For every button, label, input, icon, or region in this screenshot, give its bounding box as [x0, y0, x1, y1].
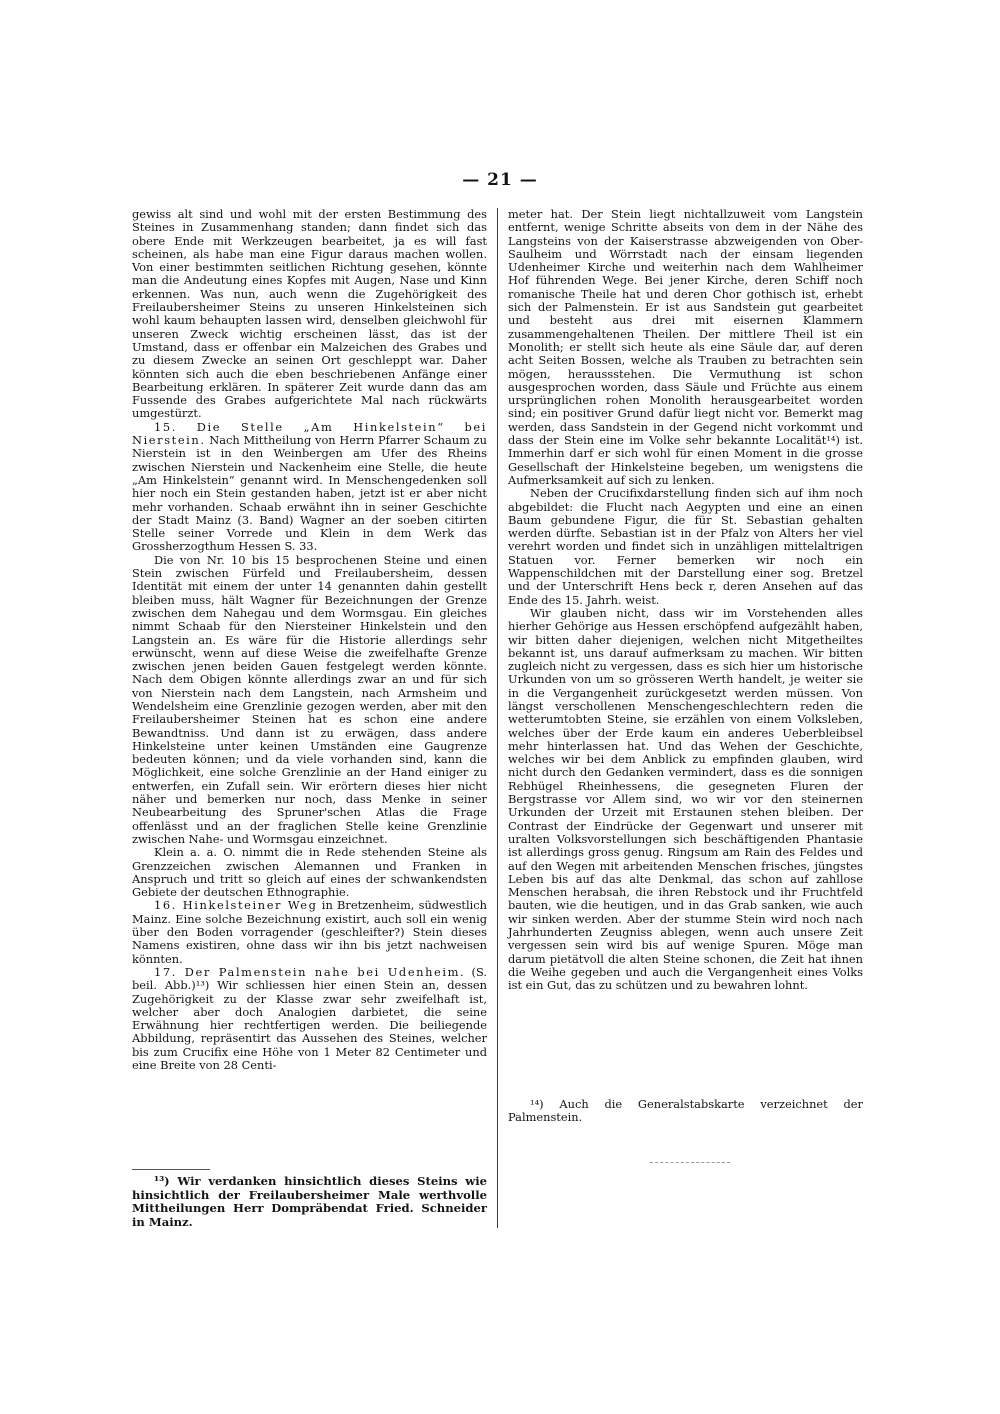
- section-heading: 16. Hinkelsteiner Weg: [154, 898, 318, 913]
- paragraph-text: in Bretzenheim, südwestlich Mainz. Eine solche Bezeichnung existirt, auch soll ein wenig über den Boden vorragender (geschleifter?) Stein dieses Namens existiren, ohne dass wir ihn bis jetzt nachweisen könnten.: [132, 898, 488, 966]
- footnote-text: ¹³) Wir verdanken hinsichtlich dieses Steins wie hinsichtlich der Freilaubersheimer Male werthvolle Mittheilungen Herr Dompräbendat Fried. Schneider in Mainz.: [132, 1174, 487, 1229]
- right-column: [508, 208, 863, 993]
- paragraph: [132, 421, 487, 554]
- paragraph-text: (S. beil. Abb.)¹³) Wir schliessen hier einen Stein an, dessen Zugehörigkeit zu der Klasse zwar sehr zweifelhaft ist, welcher aber doch Analogien darbietet, die seine Erwähnung hier rechtfertigen werden. Die beiliegende Abbildung, repräsentirt das Aussehen des Steines, welcher bis zum Crucifix eine Höhe von 1 Meter 82 Centimeter und eine Breite von 28 Centi-: [132, 964, 488, 1072]
- section-heading: 17. Der Palmenstein nahe bei Udenheim.: [154, 964, 466, 979]
- paragraph: meter hat. Der Stein liegt nichtallzuweit vom Langstein entfernt, wenige Schritte abseits von dem in der Nähe des Langsteins von der Kaiserstrasse abzweigenden von Ober-Saulheim und Wörrstadt nach der einsam liegenden Udenheimer Kirche und weiterhin nach dem Wahlheimer Hof führenden Wege. Bei jener Kirche, deren Schiff noch romanische Theile hat und deren Chor gothisch ist, erhebt sich der Palmenstein. Er ist aus Sandstein gut gearbeitet und besteht aus drei mit eisernen Klammern zusammengehaltenen Theilen. Der mittlere Theil ist ein Monolith; er stellt sich heute als eine Säule dar, auf deren acht Seiten Bossen, welche als Trauben zu betrachten sein mögen, heraussstehen. Die Vermuthung ist schon ausgesprochen worden, dass Säule und Früchte aus einem ursprünglichen rohen Monolith herausgearbeitet worden sind; ein positiver Grund dafür liegt nicht vor. Bemerkt mag werden, dass Sandstein in der Gegend nicht vorkommt und dass der Stein eine im Volke sehr bekannte Localität¹⁴) ist. Immerhin darf er sich wohl für einen Moment in die grosse Gesellschaft der Hinkelsteine begeben, um wenigstens die Aufmerksamkeit auf sich zu lenken.: [508, 207, 863, 487]
- footnote-13: [132, 1175, 487, 1229]
- paragraph-text: Nach Mittheilung von Herrn Pfarrer Schaum zu Nierstein ist in den Weinbergen am Ufer des Rheins zwischen Nierstein und Nackenheim eine Stelle, die heute „Am Hinkelstein“ genannt wird. In Menschengedenken soll hier noch ein Stein gestanden haben, jetzt ist er aber nicht mehr vorhanden. Schaab erwähnt ihn in seiner Geschichte der Stadt Mainz (3. Band) Wagner an der soeben citirten Stelle seiner Vorrede und Klein in dem Werk das Grossherzogthum Hessen S. 33.: [132, 433, 487, 554]
- page-number: — 21 —: [462, 170, 538, 190]
- paragraph: [132, 966, 487, 1072]
- paragraph: [132, 899, 487, 965]
- footnote-text: ¹⁴) Auch die Generalstabskarte verzeichnet der Palmenstein.: [508, 1097, 863, 1125]
- footnote-rule: [132, 1169, 210, 1170]
- paragraph: Neben der Crucifixdarstellung finden sich auf ihm noch abgebildet: die Flucht nach Aegypten und eine an einen Baum gebundene Figur, die für St. Sebastian gehalten werden dürfte. Sebastian ist in der Pfalz von Alters her viel verehrt worden und findet sich in unzähligen mittelaltrigen Statuen vor. Ferner bemerken wir noch ein Wappenschildchen mit der Darstellung einer sog. Bretzel und der Unterschrift Hens beck r, deren Ansehen auf das Ende des 15. Jahrh. weist.: [508, 486, 863, 607]
- left-column: [132, 208, 487, 1072]
- footnote-14: [508, 1098, 863, 1125]
- paragraph: Die von Nr. 10 bis 15 besprochenen Steine und einen Stein zwischen Fürfeld und Freilaubersheim, dessen Identität mit einem der unter 14 genannten dahin gestellt bleiben muss, hält Wagner für Bezeichnungen der Grenze zwischen dem Nahegau und dem Wormsgau. Ein gleiches nimmt Schaab für den Niersteiner Hinkelstein und den Langstein an. Es wäre für die Historie allerdings sehr erwünscht, wenn auf diese Weise die zweifelhafte Grenze zwischen jenen beiden Gauen festgelegt werden könnte. Nach dem Obigen könnte allerdings zwar an und für sich von Nierstein nach dem Langstein, nach Armsheim und Wendelsheim eine Grenzlinie gezogen werden, aber mit den Freilaubersheimer Steinen hat es schon eine andere Bewandtniss. Und dann ist zu erwägen, dass andere Hinkelsteine unter keinen Umständen eine Gaugrenze bedeuten können; und da viele vorhanden sind, kann die Möglichkeit, eine solche Grenzlinie an der Hand einiger zu entwerfen, ein Zufall sein. Wir erörtern dieses hier nicht näher und bemerken nur noch, dass Menke in seiner Neubearbeitung des Spruner'schen Atlas die Frage offenlässt und an der fraglichen Stelle keine Grenzlinie zwischen Nahe- und Wormsgau einzeichnet.: [132, 552, 487, 846]
- paragraph: Klein a. a. O. nimmt die in Rede stehenden Steine als Grenzzeichen zwischen Alemannen und Franken in Anspruch und tritt so gleich auf eines der schwankendsten Gebiete der deutschen Ethnographie.: [132, 845, 487, 900]
- paragraph: gewiss alt sind und wohl mit der ersten Bestimmung des Steines in Zusammenhang standen; dann findet sich das obere Ende mit Werkzeugen bearbeitet, ja es will fast scheinen, als habe man eine Figur daraus machen wollen. Von einer bestimmten seitlichen Richtung gesehen, könnte man die Andeutung eines Kopfes mit Augen, Nase und Kinn erkennen. Was nun, auch wenn die Zugehörigkeit des Freilaubersheimer Steins zu unseren Hinkelsteinen sich wohl kaum behaupten lassen wird, denselben gleichwohl für unseren Zweck wichtig erscheinen lässt, das ist der Umstand, dass er offenbar ein Malzeichen des Grabes und zu diesem Zwecke an seinen Ort geschleppt war. Daher könnten sich auch die eben beschriebenen Anfänge einer Bearbeitung erklären. In späterer Zeit wurde dann das am Fussende des Grabes aufgerichtete Mal nach rückwärts umgestürzt.: [132, 207, 487, 421]
- section-heading: 15. Die Stelle „Am Hinkelstein“ bei Nierstein.: [132, 419, 487, 448]
- column-divider: [497, 208, 498, 1228]
- end-rule: [650, 1162, 730, 1163]
- paragraph: Wir glauben nicht, dass wir im Vorstehenden alles hierher Gehörige aus Hessen erschöpfend aufgezählt haben, wir bitten daher diejenigen, welchen nicht Mitgetheiltes bekannt ist, uns darauf aufmerksam zu machen. Wir bitten zugleich nicht zu vergessen, dass es sich hier um historische Urkunden von um so grösseren Werth handelt, je weiter sie in die Vergangenheit zurückgesetzt werden müssen. Von längst verschollenen Menschengeschlechtern reden die wetterumtobten Steine, sie erzählen von einem Volksleben, welches über der Erde kaum ein anderes Ueberbleibsel mehr hinterlassen hat. Und das Wehen der Geschichte, welches wir bei dem Anblick zu empfinden glauben, wird nicht durch den Gedanken vermindert, dass es die sonnigen Rebhügel Rheinhessens, die gesegneten Fluren der Bergstrasse vor Allem sind, wo wir vor den steinernen Urkunden der Urzeit mit Erstaunen stehen bleiben. Der Contrast der Eindrücke der Gegenwart und unserer mit uralten Volksvorstellungen sich beschäftigenden Phantasie ist allerdings gross genug. Ringsum am Rain des Feldes und auf den Wegen mit arbeitenden Menschen frisches, jüngstes Leben bis auf das alte Denkmal, das schon auf zahllose Menschen herabsah, die ihren Rebstock und ihr Fruchtfeld bauten, wie die heutigen, und in das Grab sanken, wie auch wir sinken werden. Aber der stumme Stein wird noch nach Jahrhunderten Zeugniss ablegen, wenn auch unsere Zeit vergessen sein wird bis auf wenige Spuren. Möge man darum pietätvoll die alten Steine schonen, die Zeit hat ihnen die Weihe gegeben und auch die Vergangenheit eines Volks ist ein Gut, das zu schützen und zu bewahren lohnt.: [508, 605, 863, 993]
